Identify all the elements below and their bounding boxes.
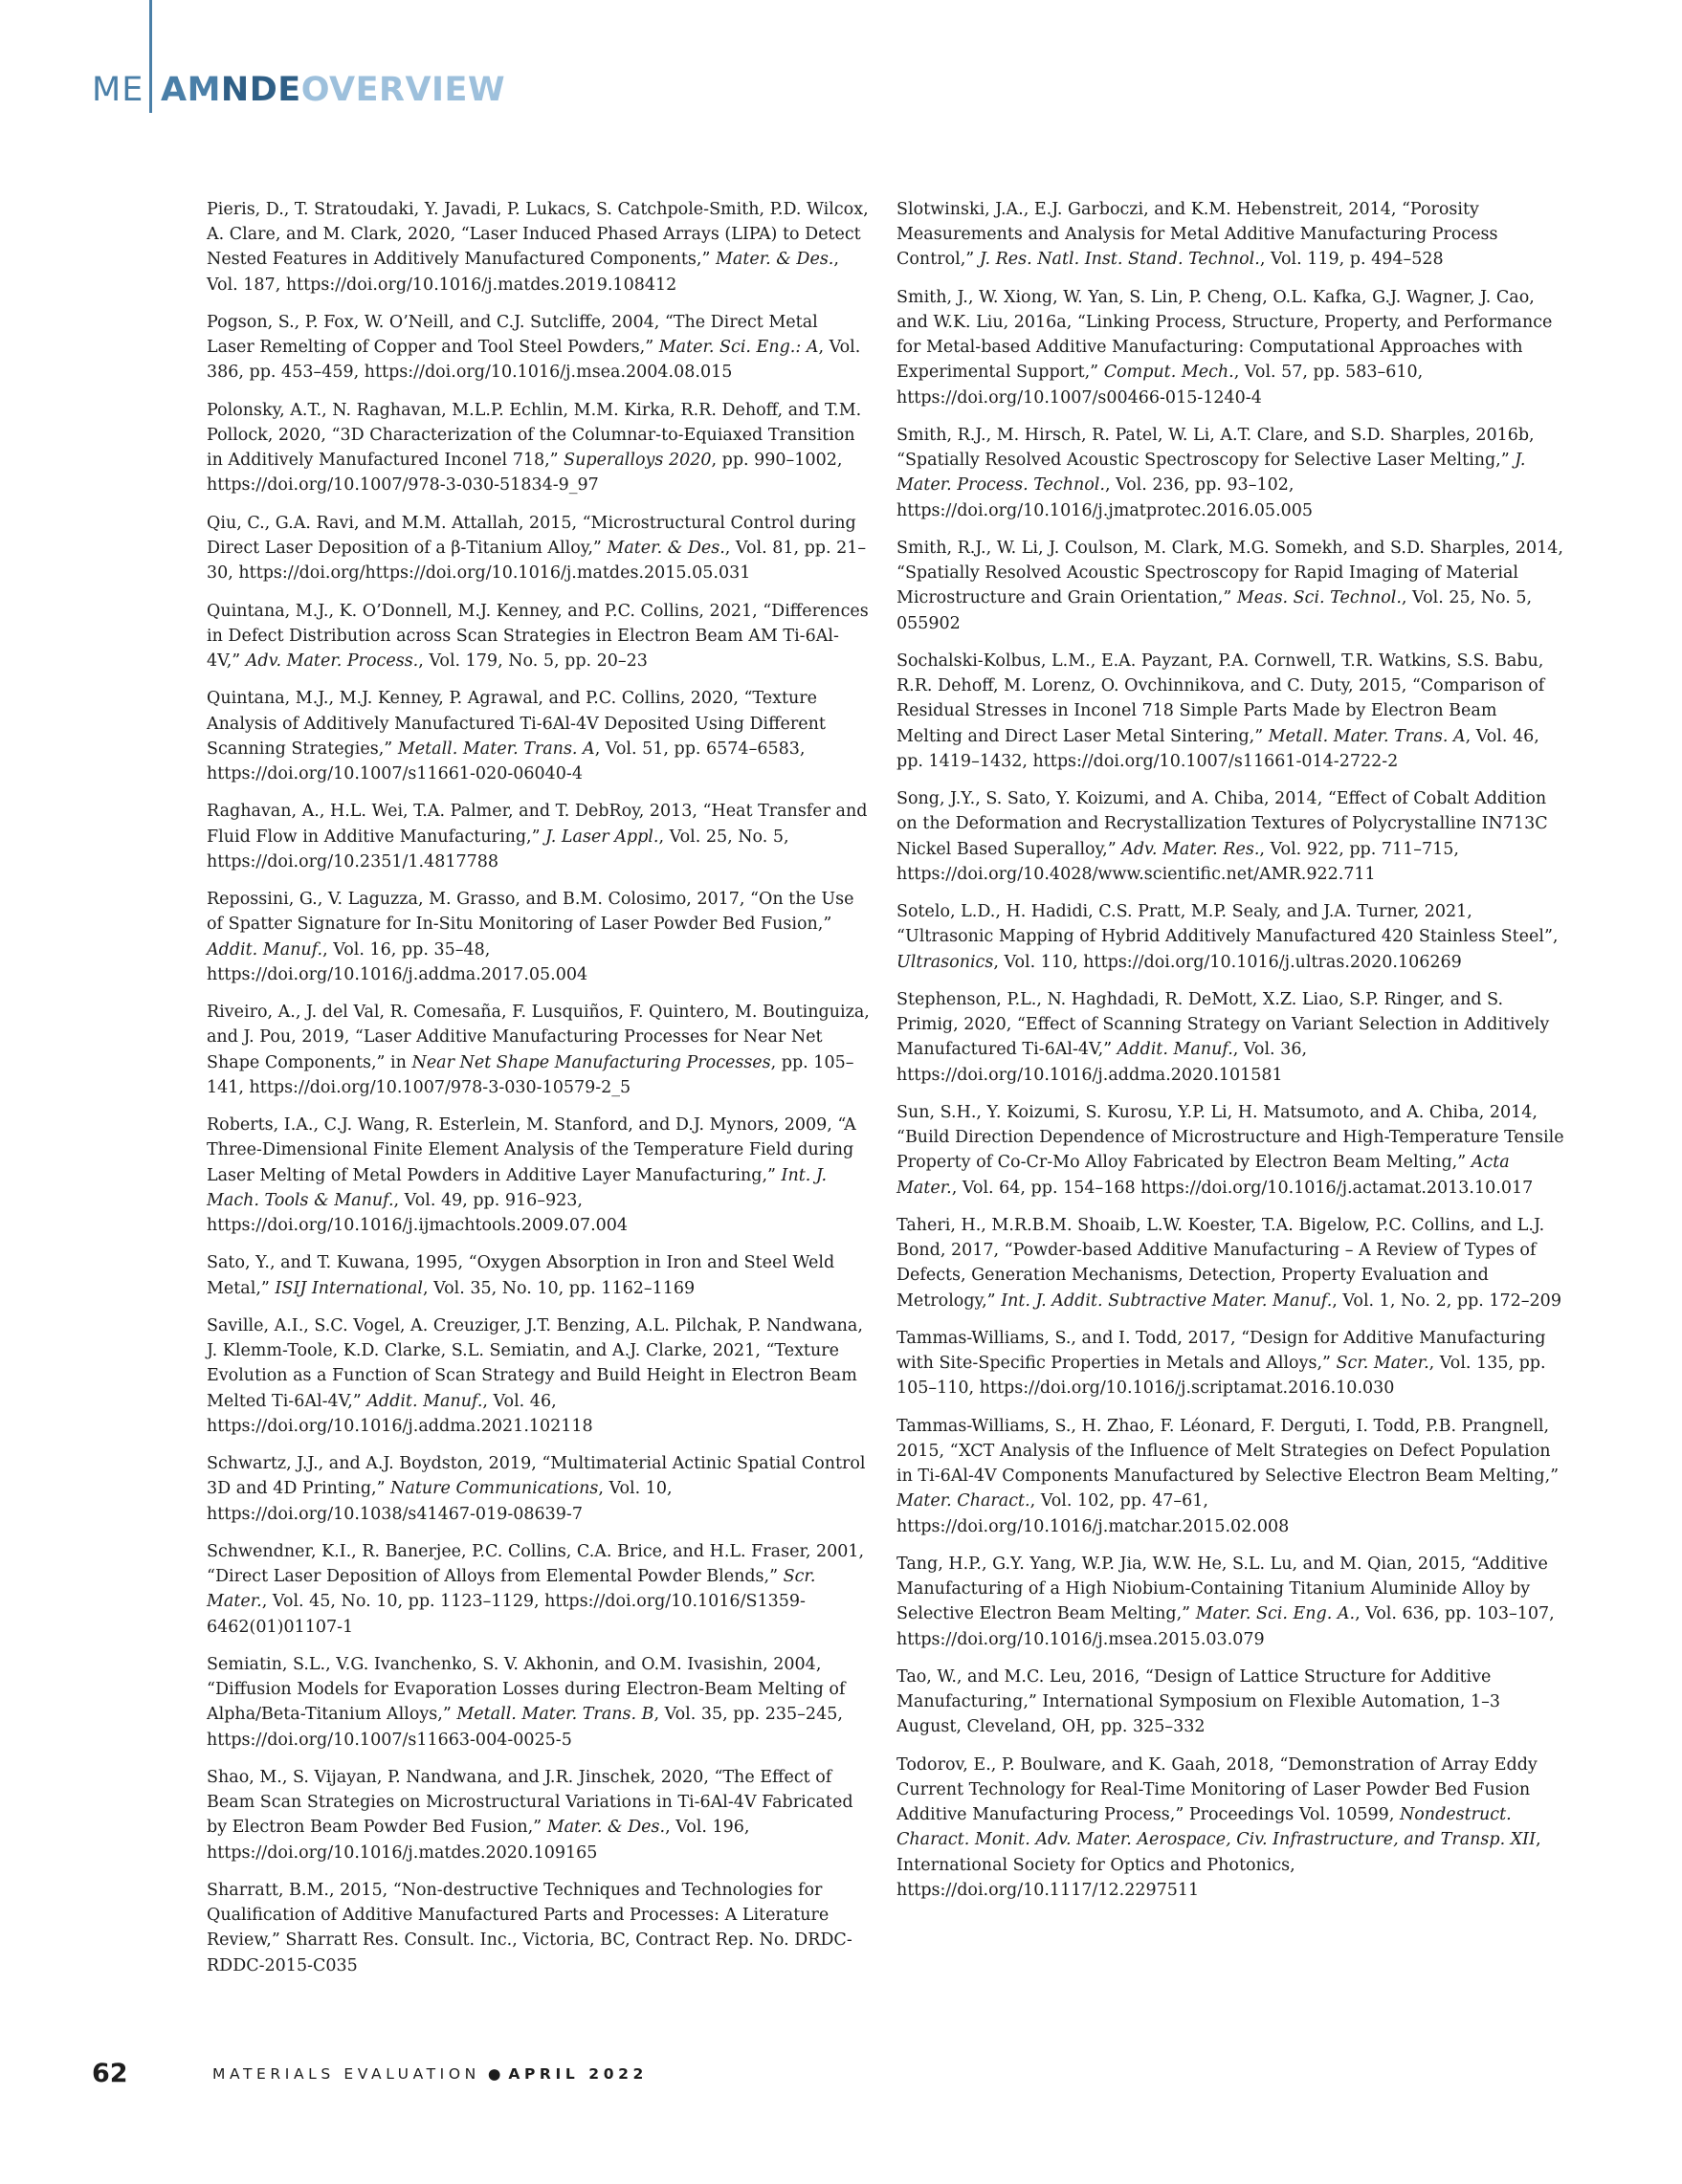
reference-details: , Vol. 236, pp. 93–102, https://doi.org/10.1016/j.jmatprotec.2016.05.005 xyxy=(896,475,1314,520)
reference-entry xyxy=(207,197,871,298)
reference-entry xyxy=(896,536,1566,636)
reference-journal: J. Mater. Process. Technol. xyxy=(896,451,1526,496)
reference-text: Roberts, I.A., C.J. Wang, R. Esterlein, M. Stanford, and D.J. Mynors, 2009, “A Three-Dimensional Finite Element Analysis of the Temperature Field during Laser Melting of Metal Powders in Additive Layer Manufacturing,” xyxy=(207,1115,856,1185)
reference-details: , Vol. 196, https://doi.org/10.1016/j.matdes.2020.109165 xyxy=(207,1818,750,1863)
reference-details: , Vol. 35, pp. 235–245, https://doi.org/10.1007/s11663-004-0025-5 xyxy=(207,1705,843,1750)
reference-journal: J. Res. Natl. Inst. Stand. Technol. xyxy=(979,250,1260,270)
reference-details: , pp. 105–141, https://doi.org/10.1007/978-3-030-10579-2_5 xyxy=(207,1052,854,1097)
reference-journal: Mater. Charact. xyxy=(896,1491,1030,1511)
reference-entry xyxy=(207,1652,871,1753)
section-title-am: AM xyxy=(161,71,221,109)
reference-entry xyxy=(896,1552,1566,1652)
reference-details: , Vol. 81, pp. 21–30, https://doi.org/https://doi.org/10.1016/j.matdes.2015.05.031 xyxy=(207,539,867,584)
reference-text: Pieris, D., T. Stratoudaki, Y. Javadi, P. Lukacs, S. Catchpole-Smith, P.D. Wilcox, A. Clare, and M. Clark, 2020, “Laser Induced Phased Arrays (LIPA) to Detect Nested Features in Additively Manufactured Components,” xyxy=(207,200,869,270)
page-footer xyxy=(92,2055,857,2093)
reference-details: , Vol. 179, No. 5, pp. 20–23 xyxy=(418,651,648,671)
reference-journal: Adv. Mater. Process. xyxy=(245,651,419,671)
reference-text: Sun, S.H., Y. Koizumi, S. Kurosu, Y.P. Li, H. Matsumoto, and A. Chiba, 2014, “Build Direction Dependence of Microstructure and High-Temperature Tensile Property of Co-Cr-Mo Alloy Fabricated by Electron Beam Melting,” xyxy=(896,1103,1564,1173)
reference-entry xyxy=(896,1753,1566,1903)
reference-details: , Vol. 46, https://doi.org/10.1016/j.addma.2021.102118 xyxy=(207,1391,593,1436)
reference-journal: Addit. Manuf. xyxy=(207,939,323,960)
reference-journal: Superalloys 2020 xyxy=(564,451,712,471)
header-divider xyxy=(149,0,152,113)
reference-text: Stephenson, P.L., N. Haghdadi, R. DeMott, X.Z. Liao, S.P. Ringer, and S. Primig, 2020, “Effect of Scanning Strategy on Variant Selection in Additively Manufactured Ti-6Al-4V,” xyxy=(896,990,1550,1060)
reference-text: Sotelo, L.D., H. Hadidi, C.S. Pratt, M.P. Sealy, and J.A. Turner, 2021, “Ultrasonic Mapping of Hybrid Additively Manufactured 420 Stainless Steel”, xyxy=(896,902,1559,947)
reference-journal: Mater. Sci. Eng. A. xyxy=(1195,1604,1356,1624)
reference-entry xyxy=(207,1765,871,1865)
reference-entry xyxy=(207,398,871,498)
reference-details: , Vol. 36, https://doi.org/10.1016/j.addma.2020.101581 xyxy=(896,1040,1308,1085)
reference-journal: Scr. Mater. xyxy=(207,1567,816,1612)
reference-journal: Metall. Mater. Trans. A xyxy=(1268,726,1466,746)
reference-details: , Vol. 922, pp. 711–715, https://doi.org/10.4028/www.scientific.net/AMR.922.711 xyxy=(896,839,1459,884)
reference-text: Smith, R.J., M. Hirsch, R. Patel, W. Li, A.T. Clare, and S.D. Sharples, 2016b, “Spatially Resolved Acoustic Spectroscopy for Selective Laser Melting,” xyxy=(896,426,1535,471)
reference-details: , Vol. 51, pp. 6574–6583, https://doi.org/10.1007/s11661-020-06040-4 xyxy=(207,739,806,783)
reference-entry xyxy=(896,1665,1566,1740)
reference-details: , Vol. 49, pp. 916–923, https://doi.org/10.1016/j.ijmachtools.2009.07.004 xyxy=(207,1190,629,1235)
reference-entry xyxy=(207,799,871,874)
reference-details: , Vol. 135, pp. 105–110, https://doi.org/10.1016/j.scriptamat.2016.10.030 xyxy=(896,1354,1546,1399)
reference-text: Qiu, C., G.A. Ravi, and M.M. Attallah, 2015, “Microstructural Control during Direct Laser Deposition of a β-Titanium Alloy,” xyxy=(207,513,856,558)
reference-journal: Nature Communications xyxy=(390,1479,599,1499)
reference-text: Sato, Y., and T. Kuwana, 1995, “Oxygen Absorption in Iron and Steel Weld Metal,” xyxy=(207,1253,835,1298)
issue-date: APRIL 2022 xyxy=(508,2065,648,2083)
reference-entry xyxy=(896,285,1566,410)
reference-journal: Int. J. Addit. Subtractive Mater. Manuf. xyxy=(1001,1291,1333,1311)
journal-name: MATERIALS EVALUATION xyxy=(212,2065,480,2083)
reference-journal: Ultrasonics xyxy=(896,952,994,972)
reference-entry xyxy=(896,649,1566,774)
reference-journal: Mater. Sci. Eng.: A xyxy=(658,338,819,358)
reference-entry xyxy=(896,197,1566,273)
reference-details: , Vol. 46, pp. 1419–1432, https://doi.org/10.1007/s11661-014-2722-2 xyxy=(896,726,1539,771)
reference-entry xyxy=(896,1326,1566,1401)
reference-details: , Vol. 64, pp. 154–168 https://doi.org/10.1016/j.actamat.2013.10.017 xyxy=(951,1178,1534,1198)
reference-details: , Vol. 25, No. 5, 055902 xyxy=(896,588,1533,633)
reference-text: Schwartz, J.J., and A.J. Boydston, 2019, “Multimaterial Actinic Spatial Control 3D and 4D Printing,” xyxy=(207,1454,866,1499)
reference-journal: ISIJ International xyxy=(275,1278,423,1298)
reference-details: , Vol. 45, No. 10, pp. 1123–1129, https://doi.org/10.1016/S1359-6462(01)01107-1 xyxy=(207,1592,806,1637)
reference-details: , Vol. 57, pp. 583–610, https://doi.org/10.1007/s00466-015-1240-4 xyxy=(896,363,1424,408)
reference-entry xyxy=(207,1113,871,1238)
reference-text: Sochalski-Kolbus, L.M., E.A. Payzant, P.A. Cornwell, T.R. Watkins, S.S. Babu, R.R. Dehoff, M. Lorenz, O. Ovchinnikova, and C. Duty, 2015, “Comparison of Residual Stresses in Inconel 718 Simple Parts Made by Electron Beam Melting and Direct Laser Metal Sintering,” xyxy=(896,651,1545,746)
reference-journal: Adv. Mater. Res. xyxy=(1121,839,1260,859)
reference-entry xyxy=(207,1250,871,1300)
reference-entry xyxy=(207,599,871,674)
journal-info xyxy=(212,2061,648,2087)
reference-text: Pogson, S., P. Fox, W. O’Neill, and C.J. Sutcliffe, 2004, “The Direct Metal Laser Remelting of Copper and Tool Steel Powders,” xyxy=(207,313,818,358)
reference-journal: Mater. & Des. xyxy=(715,250,834,270)
reference-entry xyxy=(207,1878,871,1978)
reference-text: Saville, A.I., S.C. Vogel, A. Creuziger, J.T. Benzing, A.L. Pilchak, P. Nandwana, J. Klemm-Toole, K.D. Clarke, S.L. Semiatin, and A.J. Clarke, 2021, “Texture Evolution as a Function of Scan Strategy and Build Height in Electron Beam Melted Ti-6Al-4V,” xyxy=(207,1315,863,1411)
reference-text: Smith, R.J., W. Li, J. Coulson, M. Clark, M.G. Somekh, and S.D. Sharples, 2014, “Spatially Resolved Acoustic Spectroscopy for Rapid Imaging of Material Microstructure and Grain Orientation,” xyxy=(896,539,1563,608)
reference-text: Polonsky, A.T., N. Raghavan, M.L.P. Echlin, M.M. Kirka, R.R. Dehoff, and T.M. Pollock, 2020, “3D Characterization of the Columnar-to-Equiaxed Transition in Additively Manufactured Inconel 718,” xyxy=(207,400,862,471)
reference-details: , Vol. 119, p. 494–528 xyxy=(1259,250,1444,270)
reference-details: , Vol. 35, No. 10, pp. 1162–1169 xyxy=(422,1278,696,1298)
reference-journal: Comput. Mech. xyxy=(1103,363,1234,383)
reference-details: , Vol. 110, https://doi.org/10.1016/j.ultras.2020.106269 xyxy=(993,952,1462,972)
reference-journal: Nondestruct. Charact. Monit. Adv. Mater. Aerospace, Civ. Infrastructure, and Transp. XII xyxy=(896,1805,1536,1850)
reference-entry xyxy=(207,887,871,987)
reference-text: Todorov, E., P. Boulware, and K. Gaah, 2018, “Demonstration of Array Eddy Current Technology for Real-Time Monitoring of Laser Powder Bed Fusion Additive Manufacturing Process,” Proceedings Vol. 10599, xyxy=(896,1754,1538,1825)
reference-details: , Vol. 636, pp. 103–107, https://doi.org/10.1016/j.msea.2015.03.079 xyxy=(896,1604,1555,1649)
reference-entry xyxy=(896,1100,1566,1201)
reference-text: Tammas-Williams, S., H. Zhao, F. Léonard, F. Derguti, I. Todd, P.B. Prangnell, 2015, “XCT Analysis of the Influence of Melt Strategies on Defect Population in Ti-6Al-4V Components Manufactured by Selective Electron Beam Melting,” xyxy=(896,1416,1560,1487)
reference-journal: Near Net Shape Manufacturing Processes xyxy=(411,1052,771,1072)
reference-text: Riveiro, A., J. del Val, R. Comesaña, F. Lusquiños, F. Quintero, M. Boutinguiza, and J. Pou, 2019, “Laser Additive Manufacturing Processes for Near Net Shape Components,” in xyxy=(207,1003,870,1072)
reference-text: Taheri, H., M.R.B.M. Shoaib, L.W. Koester, T.A. Bigelow, P.C. Collins, and L.J. Bond, 2017, “Powder-based Additive Manufacturing – A Review of Types of Defects, Generation Mechanisms, Detection, Property Evaluation and Metrology,” xyxy=(896,1216,1545,1311)
reference-entry xyxy=(896,987,1566,1088)
reference-journal: Mater. & Des. xyxy=(607,539,725,558)
reference-text: Quintana, M.J., K. O’Donnell, M.J. Kenney, and P.C. Collins, 2021, “Differences in Defect Distribution across Scan Strategies in Electron Beam AM Ti-6Al-4V,” xyxy=(207,601,869,671)
reference-details: , Vol. 16, pp. 35–48, https://doi.org/10.1016/j.addma.2017.05.004 xyxy=(207,939,588,984)
references-right-column xyxy=(896,197,1566,1915)
section-label: ME xyxy=(92,71,144,109)
reference-text: Repossini, G., V. Laguzza, M. Grasso, and B.M. Colosimo, 2017, “On the Use of Spatter Signature for In-Situ Monitoring of Laser Powder Bed Fusion,” xyxy=(207,890,854,935)
reference-details: , Vol. 25, No. 5, https://doi.org/10.2351/1.4817788 xyxy=(207,827,789,871)
reference-entry xyxy=(207,686,871,786)
reference-entry xyxy=(896,786,1566,887)
page-number: 62 xyxy=(92,2059,128,2088)
reference-text: Quintana, M.J., M.J. Kenney, P. Agrawal, and P.C. Collins, 2020, “Texture Analysis of Additively Manufactured Ti-6Al-4V Deposited Using Different Scanning Strategies,” xyxy=(207,689,826,759)
reference-text: Tang, H.P., G.Y. Yang, W.P. Jia, W.W. He, S.L. Lu, and M. Qian, 2015, “Additive Manufacturing of a High Niobium-Containing Titanium Aluminide Alloy by Selective Electron Beam Melting,” xyxy=(896,1555,1548,1624)
bullet-separator: ● xyxy=(487,2065,501,2083)
reference-details: , Vol. 1, No. 2, pp. 172–209 xyxy=(1332,1291,1561,1311)
reference-journal: Addit. Manuf. xyxy=(1117,1040,1233,1060)
reference-details: , International Society for Optics and Photonics, https://doi.org/10.1117/12.2297511 xyxy=(896,1830,1541,1900)
reference-entry xyxy=(896,1414,1566,1539)
reference-journal: Metall. Mater. Trans. A xyxy=(397,739,595,759)
reference-text: Tao, W., and M.C. Leu, 2016, “Design of Lattice Structure for Additive Manufacturing,” International Symposium on Flexible Automation, 1–3 August, Cleveland, OH, pp. 325–332 xyxy=(896,1667,1501,1737)
reference-entry xyxy=(896,899,1566,975)
reference-entry xyxy=(207,1451,871,1527)
reference-journal: Addit. Manuf. xyxy=(366,1391,483,1411)
reference-details: , Vol. 187, https://doi.org/10.1016/j.matdes.2019.108412 xyxy=(207,250,839,295)
reference-journal: Int. J. Mach. Tools & Manuf. xyxy=(207,1165,828,1210)
reference-entry xyxy=(207,310,871,386)
reference-entry xyxy=(207,511,871,586)
section-title-nde: NDE xyxy=(220,71,301,109)
reference-text: Song, J.Y., S. Sato, Y. Koizumi, and A. Chiba, 2014, “Effect of Cobalt Addition on the Deformation and Recrystallization Textures of Polycrystalline IN713C Nickel Based Superalloy,” xyxy=(896,789,1548,859)
reference-text: Smith, J., W. Xiong, W. Yan, S. Lin, P. Cheng, O.L. Kafka, G.J. Wagner, J. Cao, and W.K. Liu, 2016a, “Linking Process, Structure, Property, and Performance for Metal-based Additive Manufacturing: Computational Approaches with Experimental Support,” xyxy=(896,287,1553,383)
references-left-column xyxy=(207,197,871,1991)
reference-entry xyxy=(207,1313,871,1439)
reference-journal: J. Laser Appl. xyxy=(545,827,659,847)
reference-journal: Metall. Mater. Trans. B xyxy=(456,1705,654,1725)
reference-details: , Vol. 10, https://doi.org/10.1038/s41467-019-08639-7 xyxy=(207,1479,673,1524)
reference-entry xyxy=(896,423,1566,523)
reference-text: Raghavan, A., H.L. Wei, T.A. Palmer, and T. DebRoy, 2013, “Heat Transfer and Fluid Flow in Additive Manufacturing,” xyxy=(207,802,868,847)
reference-text: Shao, M., S. Vijayan, P. Nandwana, and J.R. Jinschek, 2020, “The Effect of Beam Scan Strategies on Microstructural Variations in Ti-6Al-4V Fabricated by Electron Beam Powder Bed Fusion,” xyxy=(207,1767,853,1838)
reference-text: Semiatin, S.L., V.G. Ivanchenko, S. V. Akhonin, and O.M. Ivasishin, 2004, “Diffusion Models for Evaporation Losses during Electron-Beam Melting of Alpha/Beta-Titanium Alloys,” xyxy=(207,1654,846,1725)
reference-journal: Meas. Sci. Technol. xyxy=(1236,588,1402,608)
reference-entry xyxy=(207,1000,871,1100)
reference-details: , pp. 990–1002, https://doi.org/10.1007/978-3-030-51834-9_97 xyxy=(207,451,843,496)
reference-entry xyxy=(896,1213,1566,1313)
reference-text: Sharratt, B.M., 2015, “Non-destructive Techniques and Technologies for Qualification of Additive Manufactured Parts and Processes: A Literature Review,” Sharratt Res. Consult. Inc., Victoria, BC, Contract Rep. No. DRDC-RDDC-2015-C035 xyxy=(207,1880,852,1975)
reference-text: Schwendner, K.I., R. Banerjee, P.C. Collins, C.A. Brice, and H.L. Fraser, 2001, “Direct Laser Deposition of Alloys from Elemental Powder Blends,” xyxy=(207,1541,865,1587)
reference-journal: Acta Mater. xyxy=(896,1153,1510,1198)
reference-entry xyxy=(207,1539,871,1640)
reference-journal: Mater. & Des. xyxy=(546,1818,666,1838)
reference-text: Slotwinski, J.A., E.J. Garboczi, and K.M. Hebenstreit, 2014, “Porosity Measurements and Analysis for Metal Additive Manufacturing Process Control,” xyxy=(896,200,1498,270)
reference-details: , Vol. 386, pp. 453–459, https://doi.org/10.1016/j.msea.2004.08.015 xyxy=(207,338,861,383)
reference-details: , Vol. 102, pp. 47–61, https://doi.org/10.1016/j.matchar.2015.02.008 xyxy=(896,1491,1290,1536)
reference-journal: Scr. Mater. xyxy=(1336,1354,1429,1374)
section-title-overview: OVERVIEW xyxy=(300,71,506,109)
section-title xyxy=(161,67,505,113)
reference-text: Tammas-Williams, S., and I. Todd, 2017, “Design for Additive Manufacturing with Site-Specific Properties in Metals and Alloys,” xyxy=(896,1329,1546,1374)
